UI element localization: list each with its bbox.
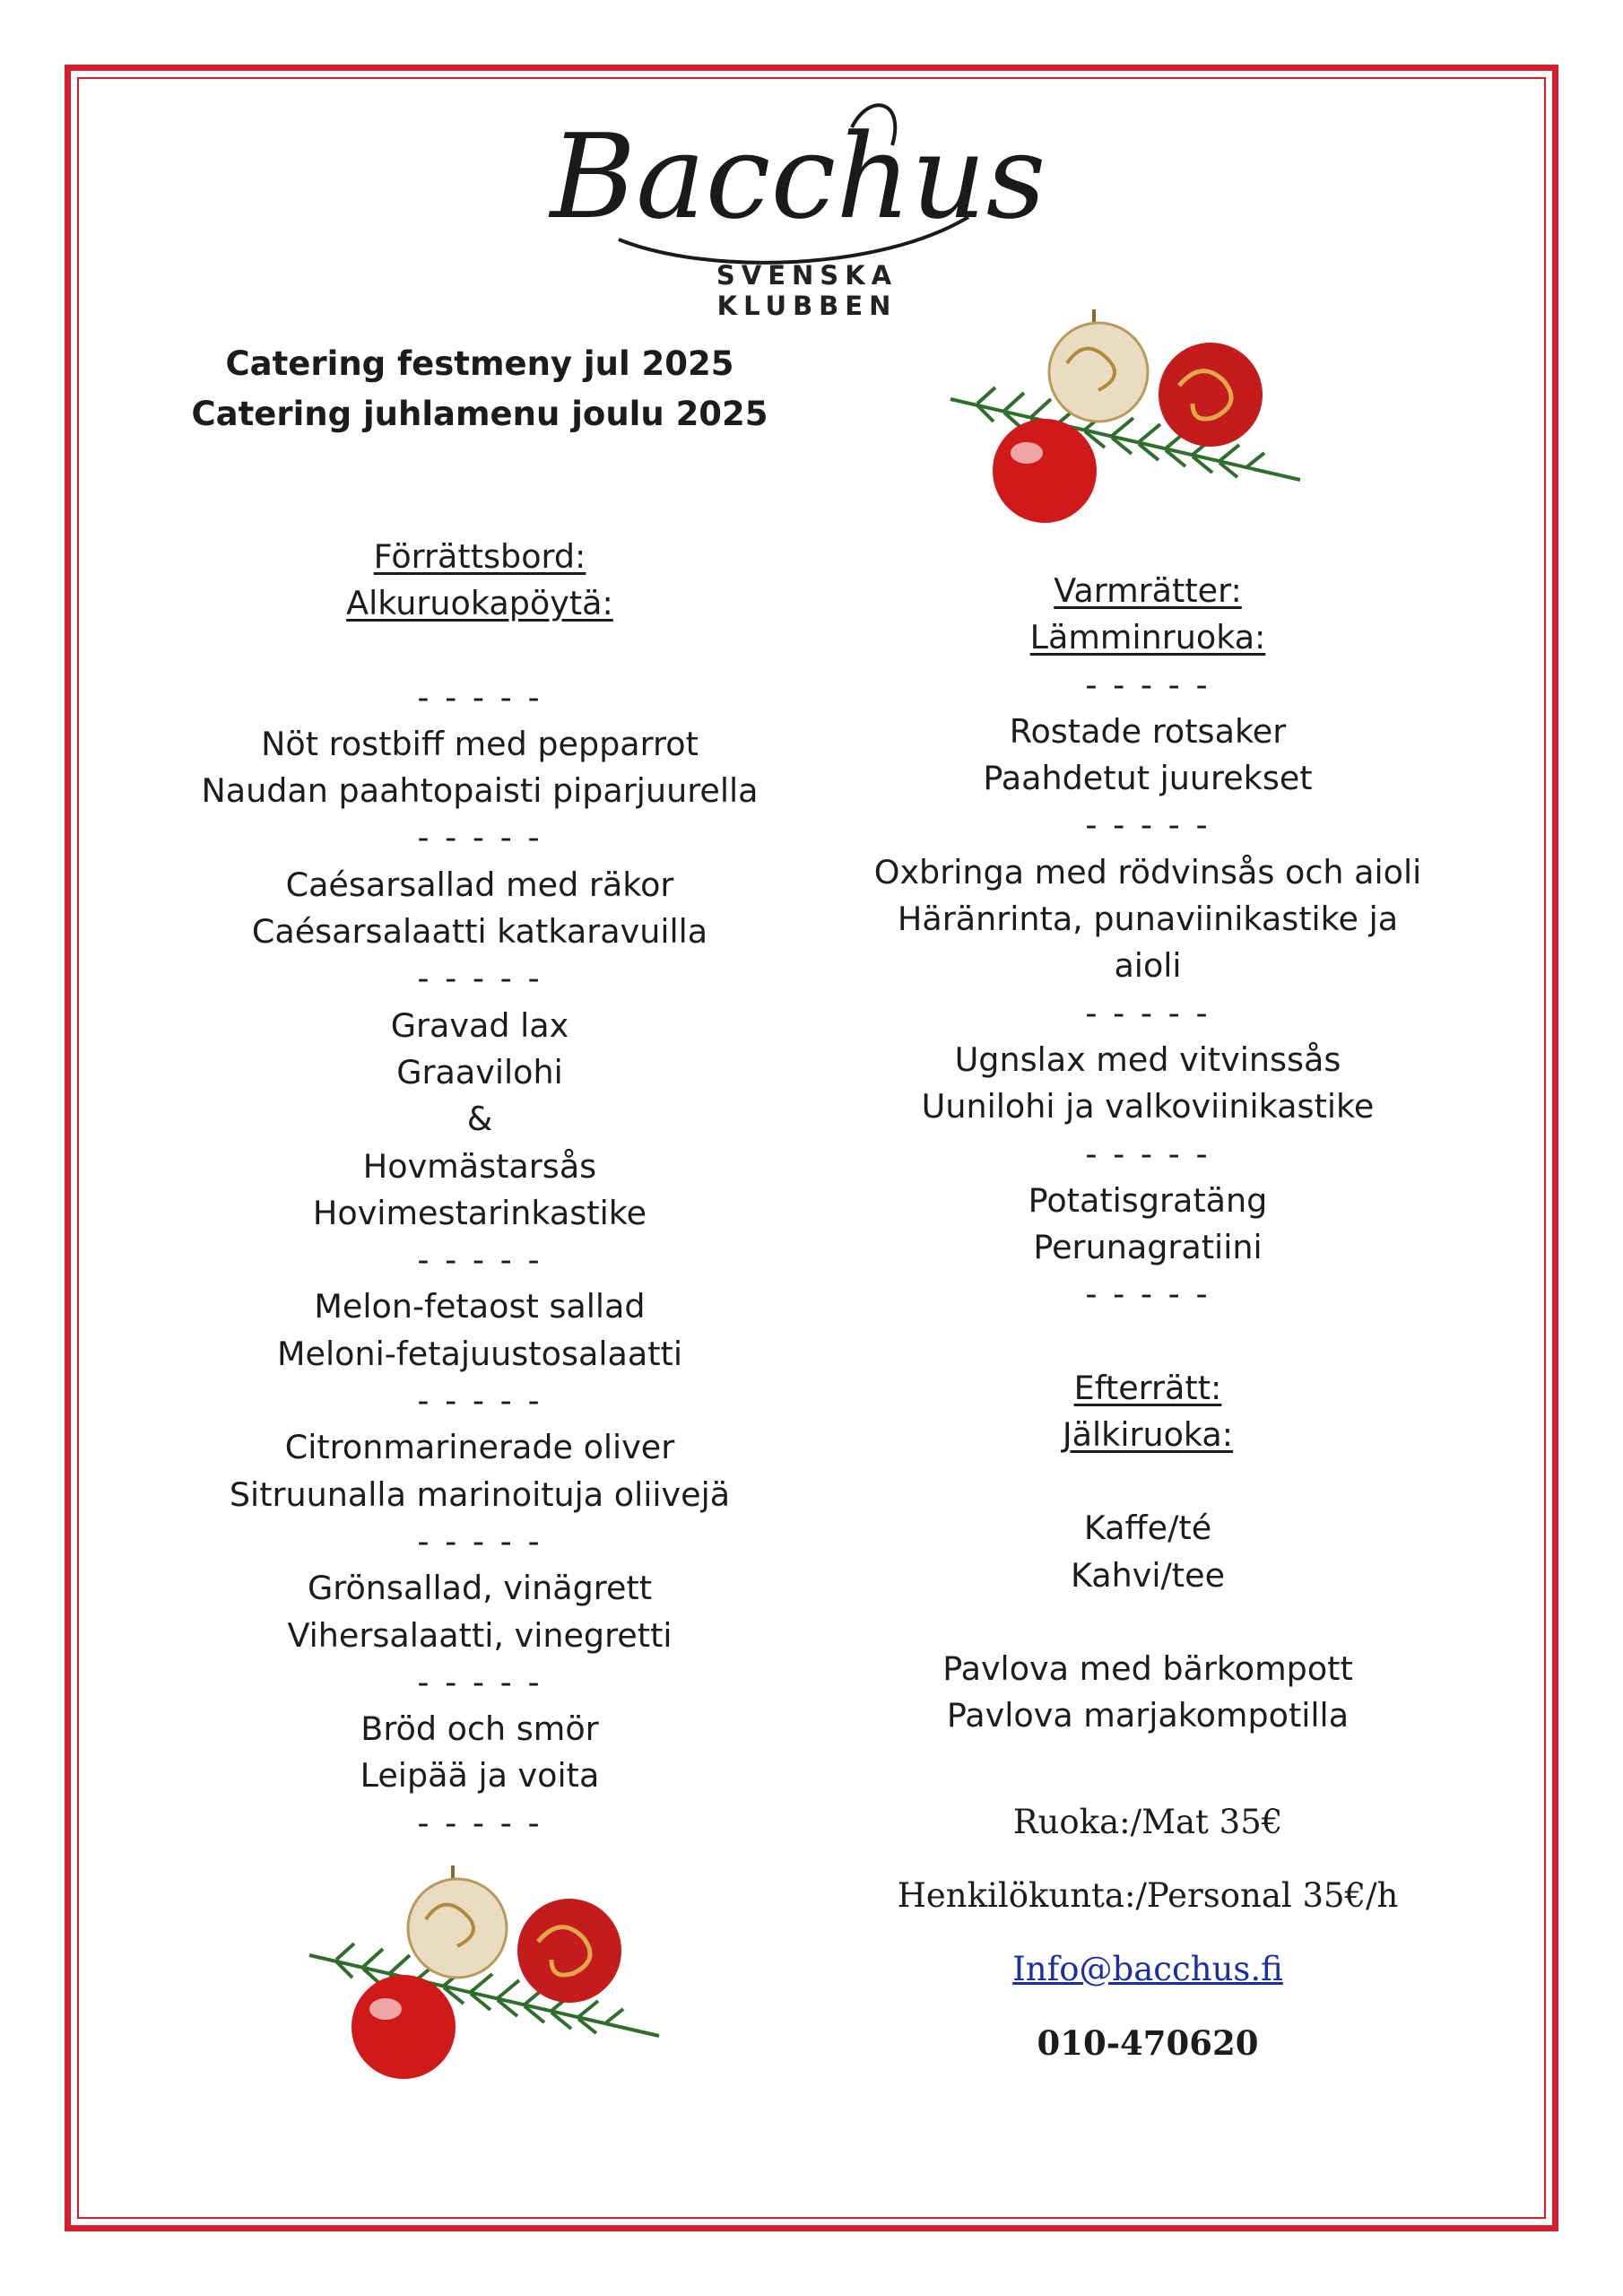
staff-price: Henkilökunta:/Personal 35€/h bbox=[897, 1876, 1399, 1915]
separator: - - - - - bbox=[417, 677, 542, 717]
separator: - - - - - bbox=[417, 1381, 542, 1421]
svg-text:Bacchus: Bacchus bbox=[550, 109, 1046, 245]
starters-heading-sv: Förrättsbord: bbox=[373, 537, 586, 576]
separator: - - - - - bbox=[417, 1240, 542, 1280]
dessert-heading-sv: Efterrätt: bbox=[1073, 1368, 1222, 1407]
dessert-item: Kahvi/tee bbox=[1070, 1555, 1226, 1595]
separator: - - - - - bbox=[417, 1662, 542, 1701]
dish-item: Hovimestarinkastike bbox=[312, 1193, 647, 1232]
email-link[interactable]: Info@bacchus.fi bbox=[1012, 1950, 1283, 1988]
dish-item: Meloni-fetajuustosalaatti bbox=[277, 1334, 682, 1373]
separator: - - - - - bbox=[1085, 1134, 1211, 1173]
logo-subtitle: SVENSKA KLUBBEN bbox=[716, 260, 898, 321]
dish-item: Vihersalaatti, vinegretti bbox=[287, 1615, 673, 1655]
separator: - - - - - bbox=[1085, 993, 1211, 1032]
separator: - - - - - bbox=[417, 1803, 542, 1842]
dish-item: Melon-fetaost sallad bbox=[314, 1287, 646, 1326]
dish-item: Gravad lax bbox=[390, 1005, 569, 1045]
title-swedish: Catering festmeny jul 2025 bbox=[225, 344, 734, 383]
dish-item: Hovmästarsås bbox=[362, 1146, 597, 1186]
mains-column bbox=[834, 568, 1462, 1740]
starters-heading-fi: Alkuruokapöytä: bbox=[346, 584, 613, 623]
christmas-baubles-icon bbox=[300, 1857, 677, 2090]
mains-heading-sv: Varmrätter: bbox=[1054, 571, 1242, 610]
dish-item: Oxbringa med rödvinsås och aioli bbox=[873, 852, 1422, 891]
separator: - - - - - bbox=[1085, 1274, 1211, 1314]
dish-item: Caésarsallad med räkor bbox=[285, 865, 674, 904]
dish-item: Uunilohi ja valkoviinikastike bbox=[921, 1087, 1375, 1126]
menu-titles bbox=[166, 339, 794, 439]
christmas-baubles-icon bbox=[942, 300, 1318, 534]
food-price: Ruoka:/Mat 35€ bbox=[1012, 1803, 1283, 1841]
dessert-item: Kaffe/té bbox=[1083, 1509, 1212, 1548]
dish-item: Ugnslax med vitvinssås bbox=[954, 1039, 1341, 1079]
dish-item: Perunagratiini bbox=[1033, 1228, 1263, 1267]
dish-item: Citronmarinerade oliver bbox=[284, 1428, 675, 1467]
dish-item: Potatisgratäng bbox=[1028, 1180, 1268, 1220]
separator: - - - - - bbox=[417, 959, 542, 998]
dessert-item: Pavlova med bärkompott bbox=[942, 1648, 1353, 1688]
dessert-item: Pavlova marjakompotilla bbox=[946, 1696, 1350, 1735]
separator: - - - - - bbox=[417, 818, 542, 857]
dish-item: Caésarsalaatti katkaravuilla bbox=[251, 912, 708, 952]
dessert-heading-fi: Jälkiruoka: bbox=[1062, 1415, 1234, 1455]
dish-item: Graavilohi bbox=[396, 1052, 563, 1091]
phone-number: 010-470620 bbox=[1037, 2023, 1259, 2063]
dish-item: & bbox=[466, 1100, 493, 1139]
dish-item: Leipää ja voita bbox=[360, 1756, 600, 1796]
separator: - - - - - bbox=[417, 1521, 542, 1561]
dish-item: Rostade rotsaker bbox=[1009, 711, 1287, 751]
dish-item: Naudan paahtopaisti piparjuurella bbox=[201, 771, 759, 811]
dish-item: Sitruunalla marinoituja oliivejä bbox=[229, 1474, 731, 1514]
title-finnish: Catering juhlamenu joulu 2025 bbox=[191, 395, 768, 433]
dish-item: Grönsallad, vinägrett bbox=[307, 1569, 653, 1608]
dish-item: Paahdetut juurekset bbox=[983, 759, 1313, 798]
separator: - - - - - bbox=[1085, 805, 1211, 845]
separator: - - - - - bbox=[1085, 665, 1211, 704]
dish-item: Bröd och smör bbox=[360, 1709, 599, 1749]
dish-item: Nöt rostbiff med pepparrot bbox=[261, 724, 699, 763]
starters-column bbox=[166, 534, 794, 1847]
dish-item: aioli bbox=[1114, 946, 1182, 986]
email-row bbox=[834, 1950, 1462, 1988]
dish-item: Häränrinta, punaviinikastike ja bbox=[897, 900, 1399, 939]
mains-heading-fi: Lämminruoka: bbox=[1029, 618, 1266, 657]
